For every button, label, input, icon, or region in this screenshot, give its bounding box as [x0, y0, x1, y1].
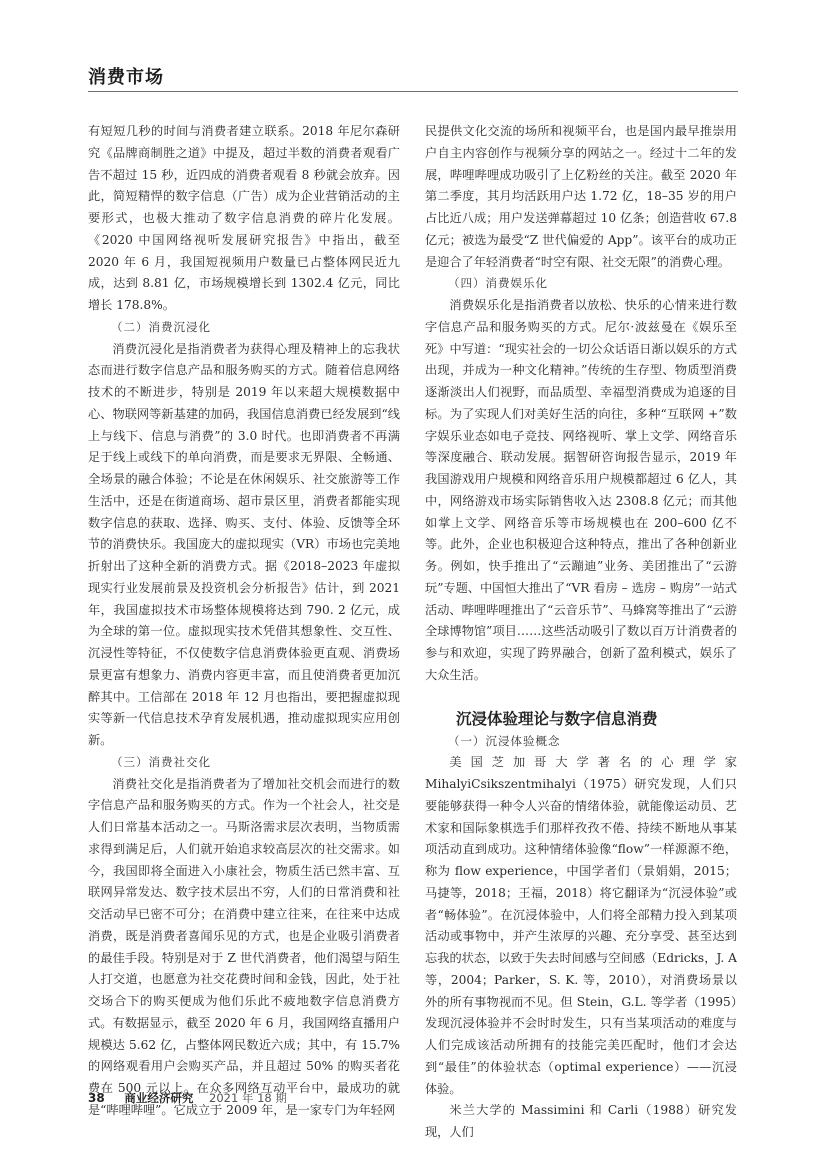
page-number: 38 — [88, 1091, 105, 1105]
left-column — [88, 121, 400, 1122]
paragraph: 美国芝加哥大学著名的心理学家 MihalyiCsikszentmihalyi（1975）研究发现，人们只要能够获得一种令人兴奋的情绪体验，就能像运动员、艺术家和国际象棋选手们那样孜孜不倦、持续不断地从事某项活动直到成功。这种情绪体验像“flow”一样源源不绝，称为 flow experience，中国学者们（景娟娟，2015；马捷等，2018；王福，2018）将它翻译为“沉浸体验”或者“畅体验”。在沉浸体验中，人们将全部精力投入到某项活动或事物中，并产生浓厚的兴趣、充分享受、甚至达到忘我的状态，以致于失去时间感与空间感（Edricks，J. A 等，2004；Parker，S. K. 等，2010），对消费场景以外的所有事物视而不见。但 Stein，G.L. 等学者（1995）发现沉浸体验并不会时时发生，只有当某项活动的难度与人们完成该活动所拥有的技能完美匹配时，他们才会达到“最佳”的体验状态（optimal experience）——沉浸体验。 — [425, 755, 737, 1096]
paragraph: 消费社交化是指消费者为了增加社交机会而进行的数字信息产品和服务购买的方式。作为一个社会人，社交是人们日常基本活动之一。马斯洛需求层次表明，当物质需求得到满足后，人们就开始追求较高层次的社交需求。如今，我国即将全面进入小康社会，物质生活已然丰富、互联网异常发达、数字技术层出不穷，人们的日常消费和社交活动早已密不可分；在消费中建立往来，在往来中达成消费，既是消费者喜闻乐见的方式，也是企业吸引消费者的最佳手段。特别是对于 Z 世代消费者，他们渴望与陌生人打交道，也愿意为社交花费时间和金钱，因此，处于社交场合下的购买便成为他们乐此不疲地数字信息消费方式。有数据显示，截至 2020 年 6 月，我国网络直播用户规模达 5.62 亿，占整体网民数近六成；其中，有 15.7% 的网络观看用户会购买产品，并且超过 50% 的购买者花费在 500 元以上。在众多网络互动平台中，最成功的就是“哔哩哔哩”。它成立于 2009 年，是一家专门为年轻网 — [88, 776, 400, 1117]
section-header-title: 消费市场 — [88, 67, 164, 88]
issue-label: 2021 年 18 期 — [209, 1091, 287, 1105]
right-column — [425, 121, 737, 1144]
paragraph: 米兰大学的 Massimini 和 Carli（1988）研究发现，人们 — [425, 1103, 737, 1139]
subsection-heading: （三）消费社交化 — [111, 754, 211, 769]
paragraph: 有短短几秒的时间与消费者建立联系。2018 年尼尔森研究《品牌商制胜之道》中提及，超过半数的消费者观看广告不超过 15 秒，近四成的消费者观看 8 秒就会放弃。因此，简短精悍的数字信息（广告）成为企业营销活动的主要形式，也极大推动了数字信息消费的碎片化发展。《2020 中国网络视听发展研究报告》中指出，截至 2020 年 6 月，我国短视频用户数量已占整体网民近九成，达到 8.81 亿，市场规模增长到 1302.4 亿元，同比增长 178.8%。 — [88, 124, 400, 312]
subsection-heading: （一）沉浸体验概念 — [448, 733, 561, 748]
subsection-heading: （二）消费沉浸化 — [111, 319, 211, 334]
paragraph: 消费娱乐化是指消费者以放松、快乐的心情来进行数字信息产品和服务购买的方式。尼尔·波兹曼在《娱乐至死》中写道：“现实社会的一切公众话语日渐以娱乐的方式出现，并成为一种文化精神。”传统的生存型、物质型消费逐渐淡出人们视野，而品质型、幸福型消费成为追逐的目标。为了实现人们对美好生活的向往，多种“互联网 +”数字娱乐业态如电子竞技、网络视听、掌上文学、网络音乐等深度融合、联动发展。据智研咨询报告显示，2019 年我国游戏用户规模和网络音乐用户规模都超过 6 亿人，其中，网络游戏市场实际销售收入达 2308.8 亿元；而其他如掌上文学、网络音乐等市场规模也在 200–600 亿不等。此外，企业也积极迎合这种特点，推出了各种创新业务。例如，快手推出了“云蹦迪”业务、美团推出了“云游玩”专题、中国恒大推出了“VR 看房 – 选房 – 购房”一站式活动、哔哩哔哩推出了“云音乐节”、马蜂窝等推出了“云游全球博物馆”项目……这些活动吸引了数以百万计消费者的参与和欢迎，实现了跨界融合，创新了盈利模式，娱乐了大众生活。 — [425, 298, 737, 682]
page-footer — [88, 1090, 287, 1106]
subsection-heading: （四）消费娱乐化 — [448, 276, 548, 291]
paragraph: 民提供文化交流的场所和视频平台，也是国内最早推崇用户自主内容创作与视频分享的网站之一。经过十二年的发展，哔哩哔哩成功吸引了上亿粉丝的关注。截至 2020 年第二季度，其月均活跃用户达 1.72 亿，18–35 岁的用户占比近八成；用户发送弹幕超过 10 亿条；创造营收 67.8 亿元；被选为最受“Z 世代偏爱的 App”。该平台的成功正是迎合了年轻消费者“时空有限、社交无限”的消费心理。 — [425, 124, 737, 269]
section-heading: 沉浸体验理论与数字信息消费 — [456, 709, 658, 728]
header-divider — [88, 91, 738, 92]
paragraph: 消费沉浸化是指消费者为获得心理及精神上的忘我状态而进行数字信息产品和服务购买的方式。随着信息网络技术的不断进步，特别是 2019 年以来超大规模数据中心、物联网等新基建的加码，我国信息消费已经发展到“线上与线下、信息与消费”的 3.0 时代。也即消费者不再满足于线上或线下的单向消费，而是要求无界限、全畅通、全场景的融合体验；不论是在休闲娱乐、社交旅游等工作生活中，还是在街道商场、超市景区里，消费者都能实现数字信息的获取、选择、购买、支付、体验、反馈等全环节的消费快乐。我国庞大的虚拟现实（VR）市场也完美地折射出了这种全新的消费方式。据《2018–2023 年虚拟现实行业发展前景及投资机会分析报告》估计，到 2021 年，我国虚拟技术市场整体规模将达到 790. 2 亿元，成为全球的第一位。虚拟现实技术凭借其想象性、交互性、沉浸性等特征，不仅使数字信息消费体验更直观、消费场景更富有想象力、消费内容更丰富，而且使消费者更加沉醉其中。工信部在 2018 年 12 月也指出，要把握虚拟现实等新一代信息技术孕育发展机遇，推动虚拟现实应用创新。 — [88, 341, 400, 747]
journal-name: 商业经济研究 — [124, 1091, 194, 1105]
